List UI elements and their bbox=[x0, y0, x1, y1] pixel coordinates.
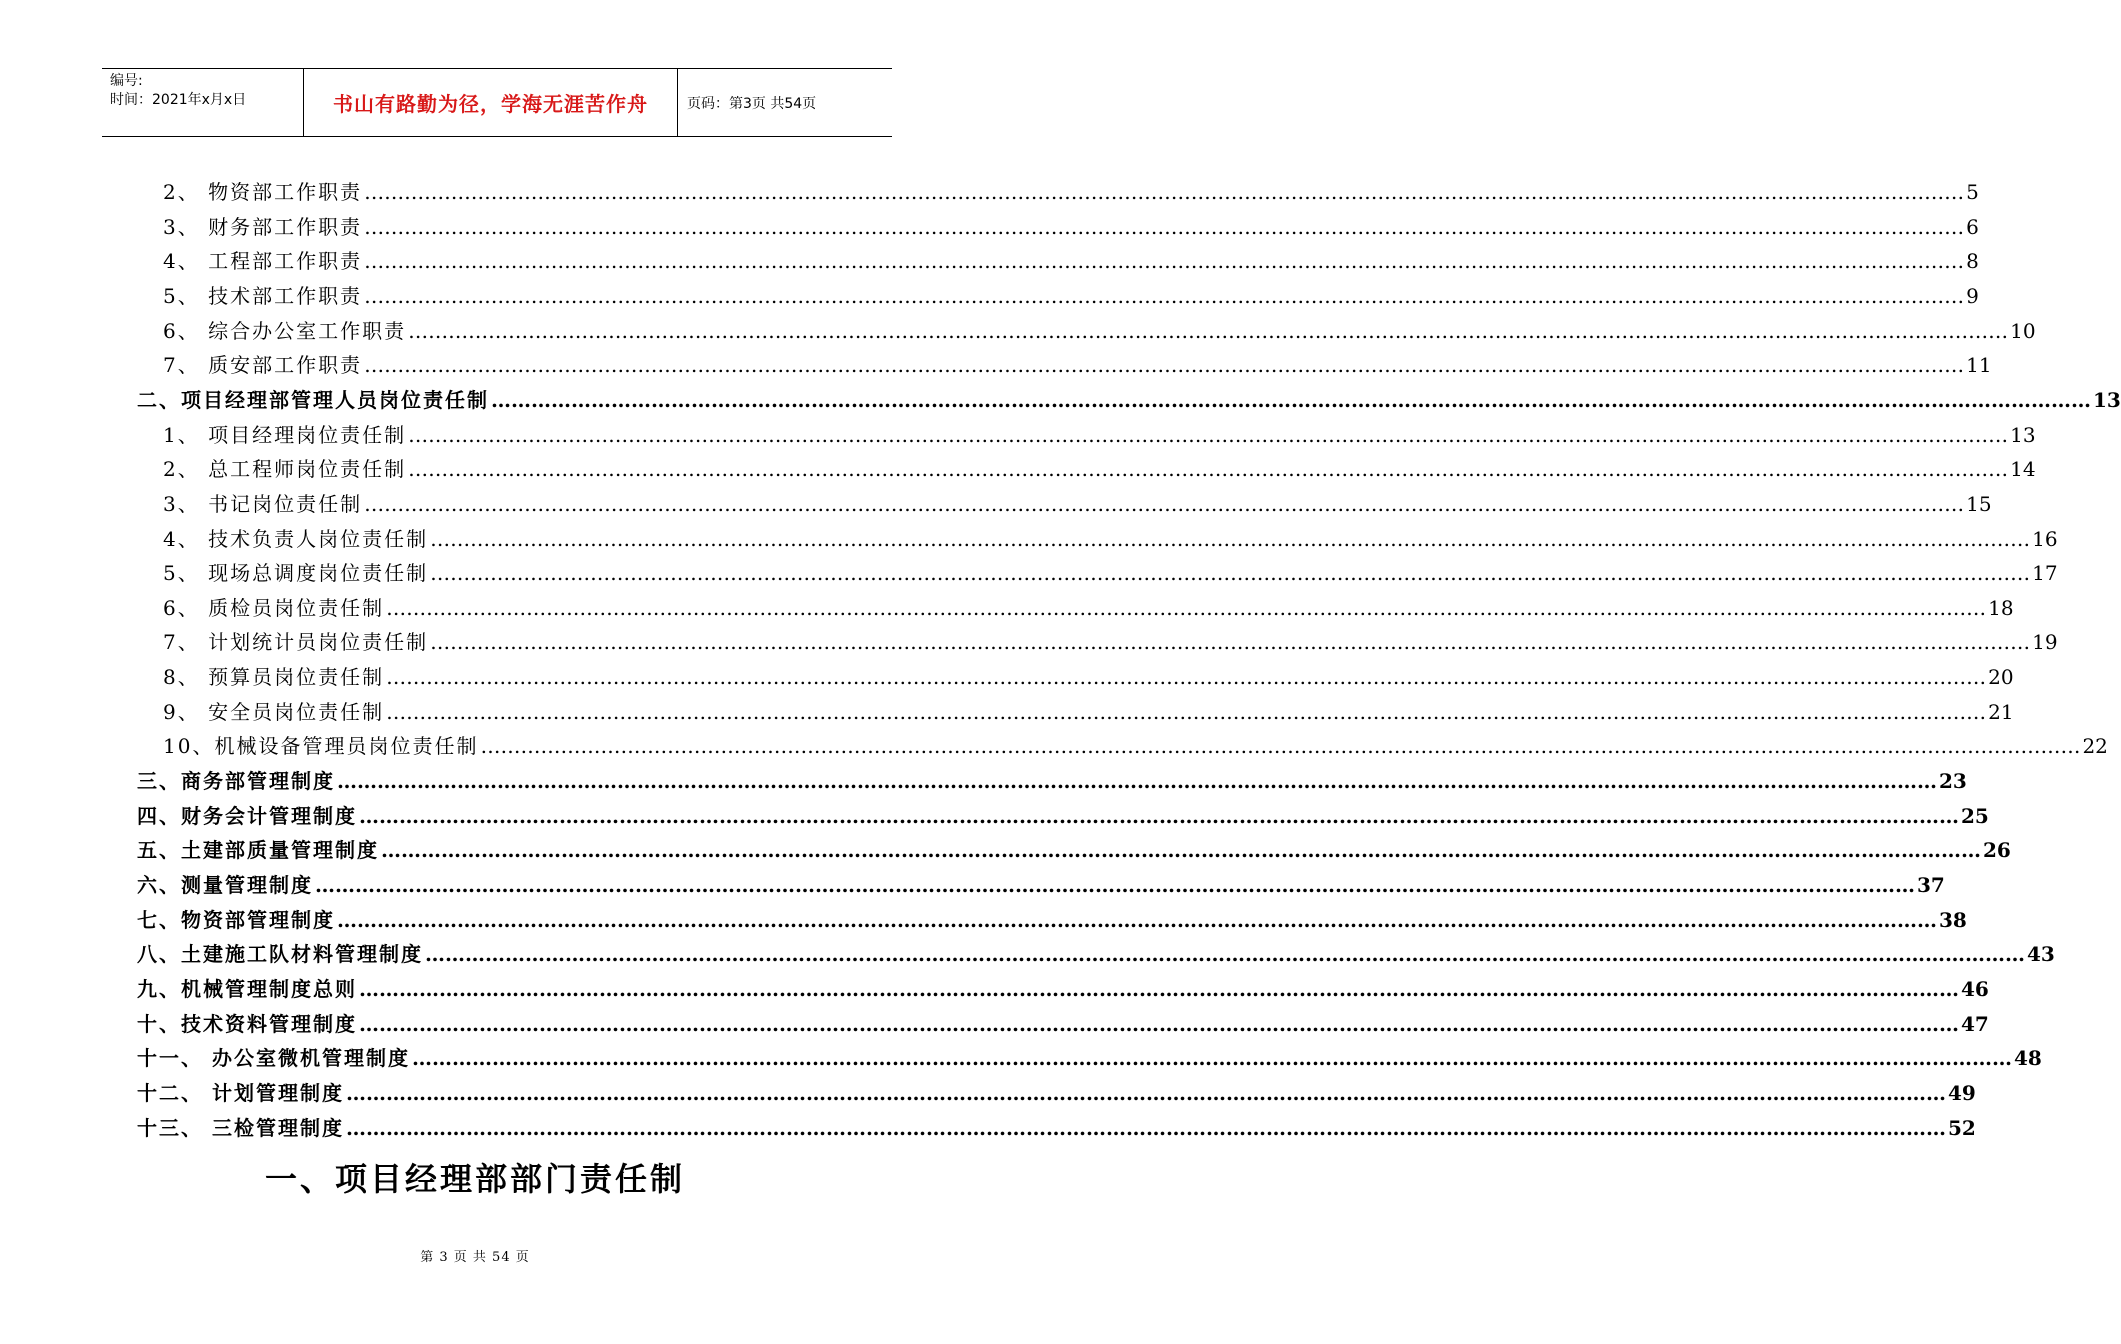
toc-leader-dots: …………………………………………………………………………………………………………………………………………………………………………………………………………………… bbox=[381, 838, 1981, 863]
toc-entry[interactable] bbox=[163, 280, 1979, 312]
toc-entry-label: 6、 质检员岗位责任制 bbox=[163, 595, 385, 620]
toc-entry-label: 10、机械设备管理员岗位责任制 bbox=[163, 734, 479, 759]
toc-entry-page: 15 bbox=[1966, 491, 1992, 516]
toc-entry-label: 三、商务部管理制度 bbox=[137, 769, 335, 794]
doc-number-label: 编号: bbox=[110, 73, 143, 89]
toc-leader-dots: …………………………………………………………………………………………………………………………………………………………………………………………………………………… bbox=[491, 387, 2091, 412]
toc-leader-dots: …………………………………………………………………………………………………………………………………………………………………………………………………………………… bbox=[345, 1115, 1946, 1140]
toc-entry-label: 十一、 办公室微机管理制度 bbox=[137, 1046, 410, 1071]
toc-leader-dots: …………………………………………………………………………………………………………………………………………………………………………………………………………………… bbox=[337, 907, 1937, 932]
toc-leader-dots: …………………………………………………………………………………………………………………………………………………………………………………………………………………… bbox=[364, 283, 1965, 308]
toc-entry-label: 七、物资部管理制度 bbox=[137, 907, 335, 932]
toc-entry[interactable] bbox=[163, 211, 1979, 243]
toc-entry-page: 47 bbox=[1961, 1011, 1989, 1036]
toc-entry-page: 10 bbox=[2010, 318, 2036, 343]
toc-leader-dots: …………………………………………………………………………………………………………………………………………………………………………………………………………………… bbox=[364, 353, 1965, 378]
toc-entry-label: 5、 现场总调度岗位责任制 bbox=[163, 561, 429, 586]
toc-leader-dots: …………………………………………………………………………………………………………………………………………………………………………………………………………………… bbox=[315, 873, 1915, 897]
header-page-label: 页码：第3页 共54页 bbox=[687, 95, 817, 112]
toc-entry-label: 六、测量管理制度 bbox=[137, 873, 313, 897]
toc-entry-label: 3、 书记岗位责任制 bbox=[163, 491, 363, 516]
toc-entry-page: 19 bbox=[2032, 630, 2058, 655]
toc-entry-page: 21 bbox=[1988, 699, 2014, 724]
toc-entry[interactable] bbox=[137, 904, 1967, 936]
toc-entry-page: 8 bbox=[1966, 249, 1979, 274]
toc-entry[interactable] bbox=[137, 800, 1989, 832]
toc-entry[interactable] bbox=[137, 1042, 2042, 1074]
toc-entry[interactable] bbox=[163, 523, 2058, 555]
toc-entry-page: 49 bbox=[1947, 1080, 1976, 1105]
toc-entry-label: 4、 技术负责人岗位责任制 bbox=[163, 526, 429, 551]
toc-entry-page: 20 bbox=[1988, 665, 2014, 690]
toc-leader-dots: …………………………………………………………………………………………………………………………………………………………………………………………………………………… bbox=[425, 942, 2025, 967]
toc-entry[interactable] bbox=[163, 419, 2036, 451]
toc-entry[interactable] bbox=[163, 661, 2014, 693]
doc-time-label: 时间：2021年x月x日 bbox=[110, 92, 247, 108]
toc-entry[interactable] bbox=[137, 938, 2055, 970]
toc-entry-page: 46 bbox=[1961, 976, 1989, 1001]
toc-entry[interactable] bbox=[163, 557, 2058, 589]
toc-entry-page: 9 bbox=[1966, 283, 1979, 308]
toc-entry-page: 48 bbox=[2013, 1046, 2042, 1071]
toc-entry-label: 2、 总工程师岗位责任制 bbox=[163, 457, 407, 482]
toc-entry-label: 四、财务会计管理制度 bbox=[137, 803, 357, 828]
toc-entry[interactable] bbox=[163, 245, 1979, 277]
toc-entry[interactable] bbox=[163, 626, 2058, 658]
toc-leader-dots: …………………………………………………………………………………………………………………………………………………………………………………………………………………… bbox=[430, 561, 2031, 586]
toc-entry-label: 2、 物资部工作职责 bbox=[163, 180, 363, 204]
toc-entry-label: 5、 技术部工作职责 bbox=[163, 283, 363, 308]
toc-entry[interactable] bbox=[163, 315, 2036, 347]
toc-entry-page: 6 bbox=[1966, 214, 1979, 239]
toc-entry[interactable] bbox=[163, 453, 2036, 485]
toc-entry[interactable] bbox=[163, 349, 1992, 381]
toc-entry-label: 1、 项目经理岗位责任制 bbox=[163, 422, 407, 447]
toc-entry[interactable] bbox=[137, 1077, 1976, 1109]
toc-entry[interactable] bbox=[163, 488, 1992, 520]
toc-entry-label: 八、土建施工队材料管理制度 bbox=[137, 942, 423, 967]
toc-leader-dots: …………………………………………………………………………………………………………………………………………………………………………………………………………………… bbox=[359, 976, 1959, 1001]
toc-entry-label: 7、 计划统计员岗位责任制 bbox=[163, 630, 429, 655]
toc-leader-dots: …………………………………………………………………………………………………………………………………………………………………………………………………………………… bbox=[408, 422, 2009, 447]
toc-entry-label: 九、机械管理制度总则 bbox=[137, 976, 357, 1001]
toc-entry[interactable] bbox=[137, 1112, 1976, 1144]
toc-leader-dots: …………………………………………………………………………………………………………………………………………………………………………………………………………………… bbox=[480, 734, 2081, 759]
toc-entry-page: 26 bbox=[1983, 838, 2011, 863]
toc-entry-page: 43 bbox=[2027, 942, 2055, 967]
toc-entry[interactable] bbox=[163, 730, 2108, 762]
toc-entry-page: 13 bbox=[2010, 422, 2036, 447]
page-footer: 第 3 页 共 54 页 bbox=[420, 1250, 530, 1265]
toc-leader-dots: …………………………………………………………………………………………………………………………………………………………………………………………………………………… bbox=[359, 803, 1959, 828]
toc-entry-label: 五、土建部质量管理制度 bbox=[137, 838, 379, 863]
toc-entry[interactable] bbox=[137, 973, 1989, 1005]
header-motto: 书山有路勤为径，学海无涯苦作舟 bbox=[304, 69, 678, 136]
toc-entry-page: 13 bbox=[2093, 387, 2121, 412]
toc-leader-dots: …………………………………………………………………………………………………………………………………………………………………………………………………………………… bbox=[430, 526, 2031, 551]
toc-entry-label: 十二、 计划管理制度 bbox=[137, 1080, 344, 1105]
toc-entry-page: 37 bbox=[1917, 873, 1945, 897]
toc-entry[interactable] bbox=[163, 592, 2014, 624]
toc-entry[interactable] bbox=[137, 834, 2011, 866]
toc-entry-page: 18 bbox=[1988, 595, 2014, 620]
toc-leader-dots: …………………………………………………………………………………………………………………………………………………………………………………………………………………… bbox=[364, 214, 1965, 239]
toc-entry-page: 17 bbox=[2032, 561, 2058, 586]
toc-entry-page: 16 bbox=[2032, 526, 2058, 551]
toc-entry-label: 9、 安全员岗位责任制 bbox=[163, 699, 385, 724]
toc-entry-label: 十、技术资料管理制度 bbox=[137, 1011, 357, 1036]
toc-entry-page: 22 bbox=[2082, 734, 2108, 759]
toc-entry-label: 8、 预算员岗位责任制 bbox=[163, 665, 385, 690]
toc-entry[interactable] bbox=[163, 696, 2014, 728]
page-header bbox=[102, 68, 892, 137]
toc-entry-page: 52 bbox=[1947, 1115, 1976, 1140]
section-title: 一、项目经理部部门责任制 bbox=[264, 1160, 685, 1198]
toc-entry-page: 38 bbox=[1939, 907, 1967, 932]
toc-leader-dots: …………………………………………………………………………………………………………………………………………………………………………………………………………………… bbox=[386, 595, 1987, 620]
toc-leader-dots: …………………………………………………………………………………………………………………………………………………………………………………………………………………… bbox=[408, 457, 2009, 482]
toc-leader-dots: …………………………………………………………………………………………………………………………………………………………………………………………………………………… bbox=[364, 249, 1965, 274]
toc-entry-page: 11 bbox=[1966, 353, 1992, 378]
toc-leader-dots: …………………………………………………………………………………………………………………………………………………………………………………………………………………… bbox=[430, 630, 2031, 655]
toc-leader-dots: …………………………………………………………………………………………………………………………………………………………………………………………………………………… bbox=[359, 1011, 1959, 1036]
toc-entry-label: 二、项目经理部管理人员岗位责任制 bbox=[137, 387, 489, 412]
toc-leader-dots: …………………………………………………………………………………………………………………………………………………………………………………………………………………… bbox=[386, 665, 1987, 690]
header-meta bbox=[102, 69, 304, 136]
toc-entry[interactable] bbox=[137, 765, 1967, 797]
toc-entry-label: 4、 工程部工作职责 bbox=[163, 249, 363, 274]
toc-leader-dots: …………………………………………………………………………………………………………………………………………………………………………………………………………………… bbox=[337, 769, 1937, 794]
toc-entry-label: 十三、 三检管理制度 bbox=[137, 1115, 344, 1140]
toc-leader-dots: …………………………………………………………………………………………………………………………………………………………………………………………………………………… bbox=[408, 318, 2009, 343]
toc-entry-label: 7、 质安部工作职责 bbox=[163, 353, 363, 378]
toc-entry[interactable] bbox=[137, 1008, 1989, 1040]
toc-entry-label: 6、 综合办公室工作职责 bbox=[163, 318, 407, 343]
toc-leader-dots: …………………………………………………………………………………………………………………………………………………………………………………………………………………… bbox=[364, 180, 1965, 204]
toc-leader-dots: …………………………………………………………………………………………………………………………………………………………………………………………………………………… bbox=[345, 1080, 1946, 1105]
toc-entry-page: 14 bbox=[2010, 457, 2036, 482]
toc-leader-dots: …………………………………………………………………………………………………………………………………………………………………………………………………………………… bbox=[364, 491, 1965, 516]
toc-leader-dots: …………………………………………………………………………………………………………………………………………………………………………………………………………………… bbox=[386, 699, 1987, 724]
toc-leader-dots: …………………………………………………………………………………………………………………………………………………………………………………………………………………… bbox=[411, 1046, 2012, 1071]
toc-entry[interactable] bbox=[163, 176, 1979, 208]
toc-entry-label: 3、 财务部工作职责 bbox=[163, 214, 363, 239]
toc-entry[interactable] bbox=[137, 384, 2121, 416]
toc-entry-page: 5 bbox=[1966, 180, 1979, 204]
toc-entry-page: 23 bbox=[1939, 769, 1967, 794]
toc-entry[interactable] bbox=[137, 869, 1945, 901]
toc-entry-page: 25 bbox=[1961, 803, 1989, 828]
